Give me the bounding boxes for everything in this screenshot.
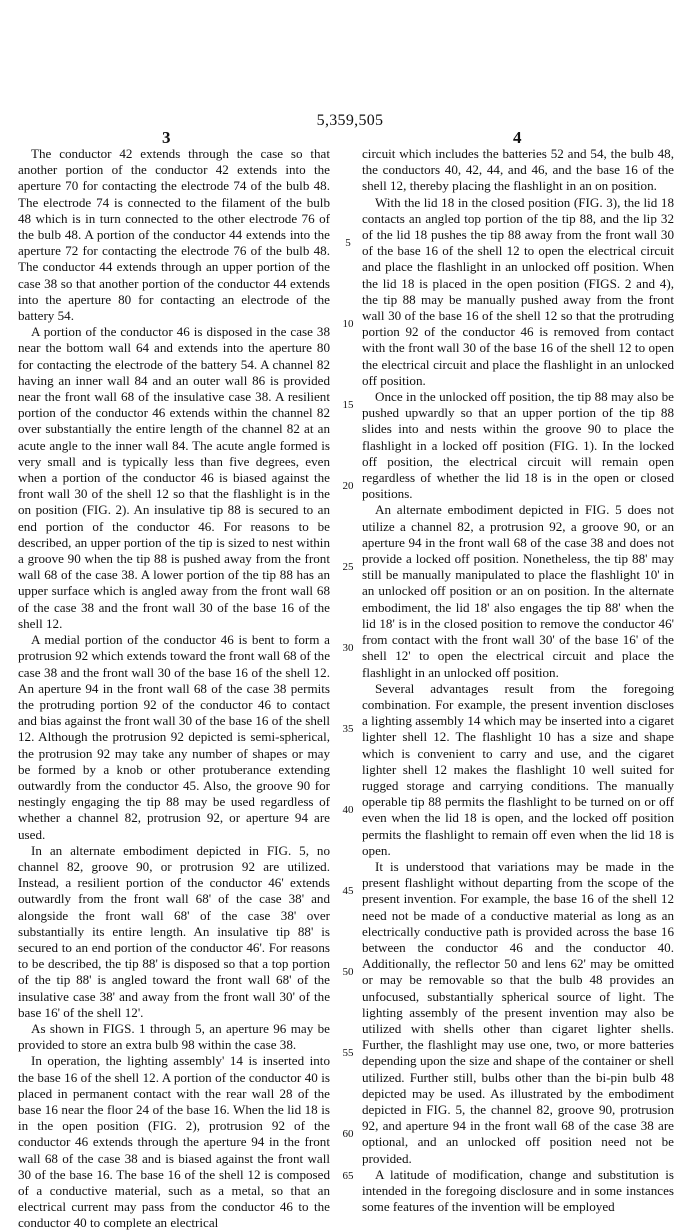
- paragraph: Once in the unlocked off position, the tip 88 may also be pushed upwardly so that an upper portion of the tip 88 slides into and nests within the groove 90 to place the flashlight in a locked off position (FIG. 1). In the locked off position, the electrical circuit will remain open regardless of whether the lid 18 is in the open or closed positions.: [362, 389, 674, 502]
- paragraph: A portion of the conductor 46 is disposed in the case 38 near the bottom wall 64 and extends into the aperture 80 for contacting the electrode of the battery 54. A channel 82 having an inner wall 84 and an outer wall 86 is provided near the front wall 68 of the insulative case 38. A resilient portion of the conductor 46 extends within the channel 82 over substantially the entire length of the channel 82 at an acute angle to the inner wall 84. The acute angle formed is very small and is typically less than five degrees, even when a portion of the conductor 46 is biased against the front wall 30 of the shell 12 so that the flashlight is in the on position (FIG. 2). An insulative tip 88 is secured to an end portion of the conductor 46. For reasons to be described, an upper portion of the tip is sized to nest within a groove 90 when the tip 88 is pushed away from the front wall 68 of the case 38. A lower portion of the tip 88 has an upper surface which is angled away from the front wall 68 of the case 38 and the front wall 30 of the base 16 of the shell 12.: [18, 324, 330, 631]
- line-number: 20: [342, 480, 354, 492]
- paragraph: circuit which includes the batteries 52 and 54, the bulb 48, the conductors 40, 42, 44, and 46, and the base 16 of the shell 12, thereby placing the flashlight in an on position.: [362, 146, 674, 194]
- paragraph: As shown in FIGS. 1 through 5, an aperture 96 may be provided to store an extra bulb 98 within the case 38.: [18, 1020, 330, 1053]
- paragraph: A medial portion of the conductor 46 is bent to form a protrusion 92 which extends toward the front wall 68 of the case 38 and the front wall 30 of the base 16 of the shell 12. An aperture 94 in the front wall 68 of the case 38 permits the protruding portion 92 of the conductor 46 to contact and bias against the front wall 30 of the base 16 of the shell 12. Although the protrusion 92 depicted is semi-spherical, the protrusion 92 may take any number of shapes or may be formed by a knob or other protuberance extending outwardly from the conductor 45. Also, the groove 90 for nestingly engaging the tip 88 may be used regardless of whether a channel 82, protrusion 92, or aperture 94 are used.: [18, 632, 330, 842]
- line-number: 35: [342, 723, 354, 735]
- line-number: 30: [342, 642, 354, 654]
- column-number-right: 4: [513, 128, 522, 147]
- line-number: 55: [342, 1047, 354, 1059]
- line-number: 5: [345, 237, 351, 249]
- patent-number: 5,359,505: [316, 112, 384, 129]
- paragraph: It is understood that variations may be made in the present flashlight without departing from the scope of the present invention. For example, the base 16 of the shell 12 need not be made of a conductive material as long as an electrically conductive path is provided across the base 16 between the conductor 46 and the conductor 40. Additionally, the reflector 50 and lens 62' may be omitted or may be removable so that the bulb 48 provides an unfocused, substantially spherical source of light. The lighting assembly of the present invention may also be utilized with shells other than cigaret lighter shells. Further, the flashlight may use one, two, or more batteries depending upon the size and shape of the container or shell utilized. Further still, bulbs other than the bi-pin bulb 48 depicted may be used. As illustrated by the embodiment depicted in FIG. 5, the channel 82, groove 90, protrusion 92, and aperture 94 in the front wall 68 of the case 38 are optional, and an unlocked off position need not be provided.: [362, 858, 674, 1166]
- left-text-column: [18, 146, 330, 1232]
- paragraph: A latitude of modification, change and substitution is intended in the foregoing disclosure and in some instances some features of the invention will be employed: [362, 1166, 674, 1215]
- paragraph: Several advantages result from the foregoing combination. For example, the present invention discloses a lighting assembly 14 which may be inserted into a cigaret lighter shell 12. The flashlight 10 has a size and shape which is convenient to carry and use, and the cigaret lighter shell 12 makes the flashlight 10 well suited for rugged storage and carrying conditions. The manually operable tip 88 permits the flashlight to be turned on or off even when the lid 18 is open, and the locked off position permits the flashlight to remain off even when the lid 18 is open.: [362, 680, 674, 858]
- line-number: 25: [342, 561, 354, 573]
- right-text-column: [362, 146, 674, 1215]
- paragraph: In an alternate embodiment depicted in FIG. 5, no channel 82, groove 90, or protrusion 92 are utilized. Instead, a resilient portion of the conductor 46' extends outwardly from the front wall 68' of the case 38' and alongside the front wall 68' of the case 38' over substantially its entire length. An insulative tip 88' is secured to an end portion of the conductor 46'. For reasons to be described, the tip 88' is disposed so that a top portion of the tip 88' is angled toward the front wall 68' of the insulative case 38' and away from the front wall 30' of the base 16' of the shell 12'.: [18, 842, 330, 1020]
- line-number: 15: [342, 399, 354, 411]
- paragraph: In operation, the lighting assembly' 14 is inserted into the base 16 of the shell 12. A portion of the conductor 40 is placed in permanent contact with the rear wall 28 of the base 16 near the floor 24 of the base 16. When the lid 18 is in the open position (FIG. 2), protrusion 92 of the conductor 46 extends through the aperture 94 in the front wall 68 of the case 38 and is biased against the front wall 30 of the base 16. The base 16 of the shell 12 is composed of a conductive material, such as a metal, so that an electrical current may pass from the conductor 46 to the conductor 40 to complete an electrical: [18, 1053, 330, 1231]
- paragraph: With the lid 18 in the closed position (FIG. 3), the lid 18 contacts an angled top portion of the tip 88, and the lip 32 of the lid 18 pushes the tip 88 away from the front wall 30 of the base 16 of the shell 12 to open the electrical circuit and place the flashlight in an unlocked off position. When the lid 18 is placed in the open position (FIGS. 2 and 4), the tip 88 may be manually pushed away from the front wall 30 of the base 16 of the shell 12 so that the protruding portion 92 of the conductor 46 is removed from contact with the front wall 30 of the base 16 of the shell 12 to open the electrical circuit and place the flashlight in an unlocked off position.: [362, 194, 674, 388]
- line-number: 40: [342, 804, 354, 816]
- line-number: 45: [342, 885, 354, 897]
- line-number: 60: [342, 1128, 354, 1140]
- line-number: 50: [342, 966, 354, 978]
- column-number-left: 3: [162, 128, 171, 147]
- paragraph: The conductor 42 extends through the case so that another portion of the conductor 42 extends into the aperture 70 for contacting the electrode 74 of the bulb 48. The electrode 74 is connected to the filament of the bulb 48 which is in turn connected to the other electrode 76 of the bulb 48. A portion of the conductor 44 extends into the aperture 72 for contacting the electrode 76 of the bulb 48. The conductor 44 extends through an upper portion of the case 38 so that another portion of the conductor 44 extends into the aperture 80 for contacting an electrode of the battery 54.: [18, 146, 330, 324]
- line-number: 65: [342, 1170, 354, 1182]
- paragraph: An alternate embodiment depicted in FIG. 5 does not utilize a channel 82, a protrusion 92, a groove 90, or an aperture 94 in the front wall 68 of the case 38 and does not provide a locked off position. Nonetheless, the tip 88' may still be manually manipulated to place the flashlight 10' in an unlocked off position or an on position. In the alternate embodiment, the lid 18' also engages the tip 88' when the lid 18' is in the closed position to remove the conductor 46' from contact with the front wall 30' of the base 16' of the shell 12' to open the electrical circuit and place the flashlight in an unlocked off position.: [362, 502, 674, 680]
- line-number: 10: [342, 318, 354, 330]
